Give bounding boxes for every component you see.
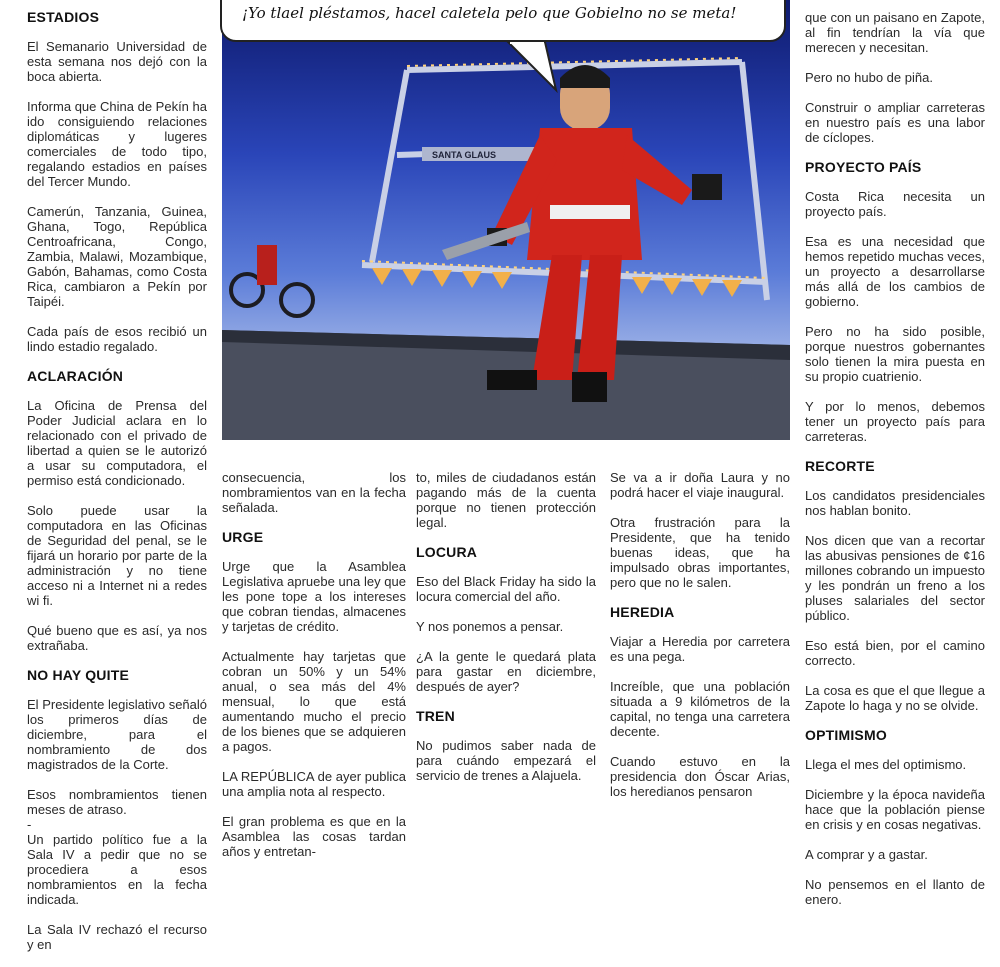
paragraph: La cosa es que el que llegue a Zapote lo haga y no se olvide.: [805, 683, 985, 713]
paragraph: Diciembre y la época navideña hace que la población piense en crisis y en cosas negativas.: [805, 787, 985, 832]
paragraph: Cada país de esos recibió un lindo estadio regalado.: [27, 324, 207, 354]
paragraph: Llega el mes del optimismo.: [805, 757, 967, 772]
paragraph: Eso está bien, por el camino correcto.: [805, 638, 985, 668]
section-heading-aclaracion: ACLARACIÓN: [27, 368, 124, 384]
paragraph: Nos dicen que van a recortar las abusivas pensiones de ¢16 millones cobrando un impuesto y les pondrán un freno a los pluses salariales del sector público.: [805, 533, 985, 623]
paragraph: La Oficina de Prensa del Poder Judicial aclara en lo relacionado con el privado de libertad a quien se le autorizó a usar su computadora, el permiso está condicionado.: [27, 398, 207, 488]
section-heading-proyecto-pais: PROYECTO PAÍS: [805, 159, 922, 175]
column-1: [27, 10, 207, 967]
paragraph: Camerún, Tanzania, Guinea, Ghana, Togo, República Centroafricana, Congo, Zambia, Malawi, Mozambique, Gabón, Bahamas, como Costa Rica, cambiaron a Pekín por Taipéi.: [27, 204, 207, 309]
paragraph: Pero no hubo de piña.: [805, 70, 933, 85]
paragraph: A comprar y a gastar.: [805, 847, 928, 862]
paragraph: Los candidatos presidenciales nos hablan bonito.: [805, 488, 985, 518]
paragraph: El Presidente legislativo señaló los primeros días de diciembre, para el nombramiento de dos magistrados de la Corte.: [27, 697, 207, 772]
paragraph: Y nos ponemos a pensar.: [416, 619, 564, 634]
column-4: [610, 470, 790, 814]
paragraph: La Sala IV rechazó el recurso y en: [27, 922, 207, 952]
paragraph: El gran problema es que en la Asamblea las cosas tardan años y entretan-: [222, 814, 406, 859]
section-heading-locura: LOCURA: [416, 544, 478, 560]
paragraph: Esos nombramientos tienen meses de atraso.: [27, 787, 207, 817]
paragraph: Urge que la Asamblea Legislativa apruebe una ley que les pone tope a los intereses que cobran tiendas, almacenes y tarjetas de crédito.: [222, 559, 406, 634]
paragraph: Solo puede usar la computadora en las Oficinas de Seguridad del penal, se le fijará un horario por parte de la administración y no tiene acceso ni a Internet ni a redes wi fi.: [27, 503, 207, 608]
paragraph: Eso del Black Friday ha sido la locura comercial del año.: [416, 574, 596, 604]
paragraph: Informa que China de Pekín ha ido consiguiendo relaciones diplomáticas y lugeres comerciales de todo tipo, regalando estadios en países del Tercer Mundo.: [27, 99, 207, 189]
paragraph: Pero no ha sido posible, porque nuestros gobernantes solo tienen la mira puesta en su propio cuatrienio.: [805, 324, 985, 384]
paragraph: Qué bueno que es así, ya nos extrañaba.: [27, 623, 207, 653]
paragraph: Otra frustración para la Presidente, que ha tenido buenas ideas, que ha impulsado obras importantes, pero que no le salen.: [610, 515, 790, 590]
paragraph: Actualmente hay tarjetas que cobran un 50% y un 54% anual, o sea más del 4% mensual, lo que está aumentando mucho el precio de los bienes que se adquieren a pagos.: [222, 649, 406, 754]
paragraph: LA REPÚBLICA de ayer publica una amplia nota al respecto.: [222, 769, 406, 799]
column-2: [222, 470, 406, 874]
section-heading-heredia: HEREDIA: [610, 604, 675, 620]
paragraph: Esa es una necesidad que hemos repetido muchas veces, un proyecto a desarrollarse más allá de los cambios de gobierno.: [805, 234, 985, 309]
section-heading-urge: URGE: [222, 529, 264, 545]
paragraph: Construir o ampliar carreteras en nuestro país es una labor de cíclopes.: [805, 100, 985, 145]
section-heading-tren: TREN: [416, 708, 455, 724]
section-heading-optimismo: OPTIMISMO: [805, 727, 887, 743]
sleigh-sign-text: SANTA GLAUS: [432, 150, 496, 160]
paragraph: Se va a ir doña Laura y no podrá hacer el viaje inaugural.: [610, 470, 790, 500]
paragraph: Y por lo menos, debemos tener un proyecto país para carreteras.: [805, 399, 985, 444]
paragraph: No pensemos en el llanto de enero.: [805, 877, 985, 907]
section-heading-recorte: RECORTE: [805, 458, 875, 474]
paragraph: El Semanario Universidad de esta semana nos dejó con la boca abierta.: [27, 39, 207, 84]
paragraph: to, miles de ciudadanos están pagando más de la cuenta porque no tienen protección legal.: [416, 470, 596, 530]
paragraph: Un partido político fue a la Sala IV a pedir que no se procediera a esos nombramientos en la fecha indicada.: [27, 832, 207, 907]
column-3: [416, 470, 596, 798]
dash: -: [27, 817, 32, 832]
paragraph: Costa Rica necesita un proyecto país.: [805, 189, 985, 219]
section-heading-no-hay-quite: NO HAY QUITE: [27, 667, 129, 683]
paragraph: Viajar a Heredia por carretera es una pega.: [610, 634, 790, 664]
paragraph: Cuando estuvo en la presidencia don Óscar Arias, los heredianos pensaron: [610, 754, 790, 799]
paragraph: No pudimos saber nada de para cuándo empezará el servicio de trenes a Alajuela.: [416, 738, 596, 783]
column-5: [805, 10, 985, 922]
paragraph: ¿A la gente le quedará plata para gastar en diciembre, después de ayer?: [416, 649, 596, 694]
speech-bubble-text: ¡Yo tlael pléstamos, hacel caletela pelo que Gobielno no se meta!: [242, 4, 737, 22]
paragraph: que con un paisano en Zapote, al fin tendrían la vía que merecen y necesitan.: [805, 10, 985, 55]
paragraph: consecuencia, los nombramientos van en la fecha señalada.: [222, 470, 406, 515]
section-heading-estadios: ESTADIOS: [27, 9, 100, 25]
paragraph: Increíble, que una población situada a 9 kilómetros de la capital, no tenga una carretera decente.: [610, 679, 790, 739]
cyclist: [257, 245, 277, 285]
